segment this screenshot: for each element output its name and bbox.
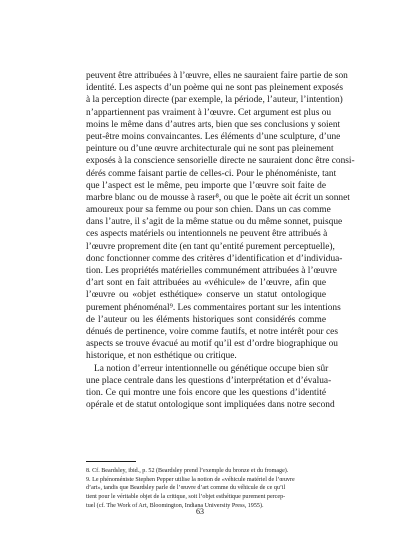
footnotes: [86, 467, 326, 510]
body-line: amoureux pour sa femme ou pour son chien. Dans un cas comme: [86, 205, 331, 216]
body-line: aspects se trouve évacué au motif qu’il est d’ordre biographique ou: [86, 339, 338, 350]
body-line: tion. Ce qui montre une fois encore que les questions d’identité: [86, 387, 326, 398]
footnote-line: 8. Cf. Beardsley, ibid., p. 52 (Beardsley prend l’exemple du bronze et du fromage).: [86, 468, 289, 474]
body-line: que l’aspect est le même, peu importe que l’œuvre soit faite de: [86, 180, 326, 191]
body-line: de l’auteur ou les éléments historiques sont considérés comme: [86, 314, 326, 325]
body-line: peinture ou d’une œuvre architecturale qui ne sont pas pleinement: [86, 144, 334, 155]
body-line: dans l’autre, il s’agit de la même statue ou du même sonnet, puisque: [86, 217, 343, 228]
body-line: La notion d’erreur intentionnelle ou génétique occupe bien sûr: [94, 363, 329, 374]
body-line: à la perception directe (par exemple, la période, l’auteur, l’intention): [86, 95, 343, 106]
body-line: dérés comme faisant partie de celles-ci. Pour le phénoméniste, tant: [86, 168, 337, 179]
body-line: historique, et non esthétique ou critique.: [86, 351, 237, 362]
body-line: donc fonctionner comme des critères d’identification et d’individua-: [86, 253, 343, 264]
body-line: marbre blanc ou de mousse à raser⁸, ou que le poète ait écrit un sonnet: [86, 192, 350, 203]
body-line: purement phénoménal⁹. Les commentaires portant sur les intentions: [86, 302, 341, 313]
body-line: moins le même dans d’autres arts, bien que ses conclusions y soient: [86, 119, 341, 130]
footnote-line: tuel (cf. The Work of Art, Bloomington, Indiana University Press, 1955).: [86, 502, 264, 509]
body-line: opérale et de statut ontologique sont impliquées dans notre second: [86, 400, 335, 411]
body-line: une place centrale dans les questions d’interprétation et d’évalua-: [86, 375, 332, 386]
body-text: [86, 70, 355, 411]
body-line: d’art sont en fait attribuées au «véhicule» de l’œuvre, afin que: [86, 278, 326, 289]
footnote-separator: [86, 461, 136, 462]
body-line: tion. Les propriétés matérielles communément attribuées à l’œuvre: [86, 266, 337, 276]
body-line: peut-être moins convaincantes. Les éléments d’une sculpture, d’une: [86, 131, 341, 142]
body-line: exposés à la conscience sensorielle directe ne sauraient donc être consi-: [86, 156, 355, 167]
body-line: identité. Les aspects d’un poème qui ne sont pas pleinement exposés: [86, 83, 343, 94]
body-line: l’œuvre proprement dite (en tant qu’entité purement perceptuelle),: [86, 241, 335, 252]
footnote-line: 9. Le phénoméniste Stephen Pepper utilise la notion de «véhicule matériel de l’œuvre: [86, 476, 295, 483]
body-line: n’appartiennent pas vraiment à l’œuvre. Cet argument est plus ou: [86, 107, 332, 118]
page-number: 63: [196, 507, 204, 516]
body-line: ces aspects matériels ou intentionnels ne peuvent être attribués à: [86, 229, 328, 240]
footnote-line: d’art», tandis que Beardsley parle de l’œuvre d’art comme du véhicule de ce qu’il: [86, 485, 286, 492]
footnote-line: tient pour le véritable objet de la critique, soit l’objet esthétique purement percep-: [86, 494, 286, 501]
body-line: l’œuvre ou «objet esthétique» conserve un statut ontologique: [86, 290, 326, 301]
body-line: dénués de pertinence, voire comme fautifs, et notre intérêt pour ces: [86, 326, 338, 337]
body-line: peuvent être attribuées à l’œuvre, elles ne sauraient faire partie de son: [86, 71, 348, 81]
